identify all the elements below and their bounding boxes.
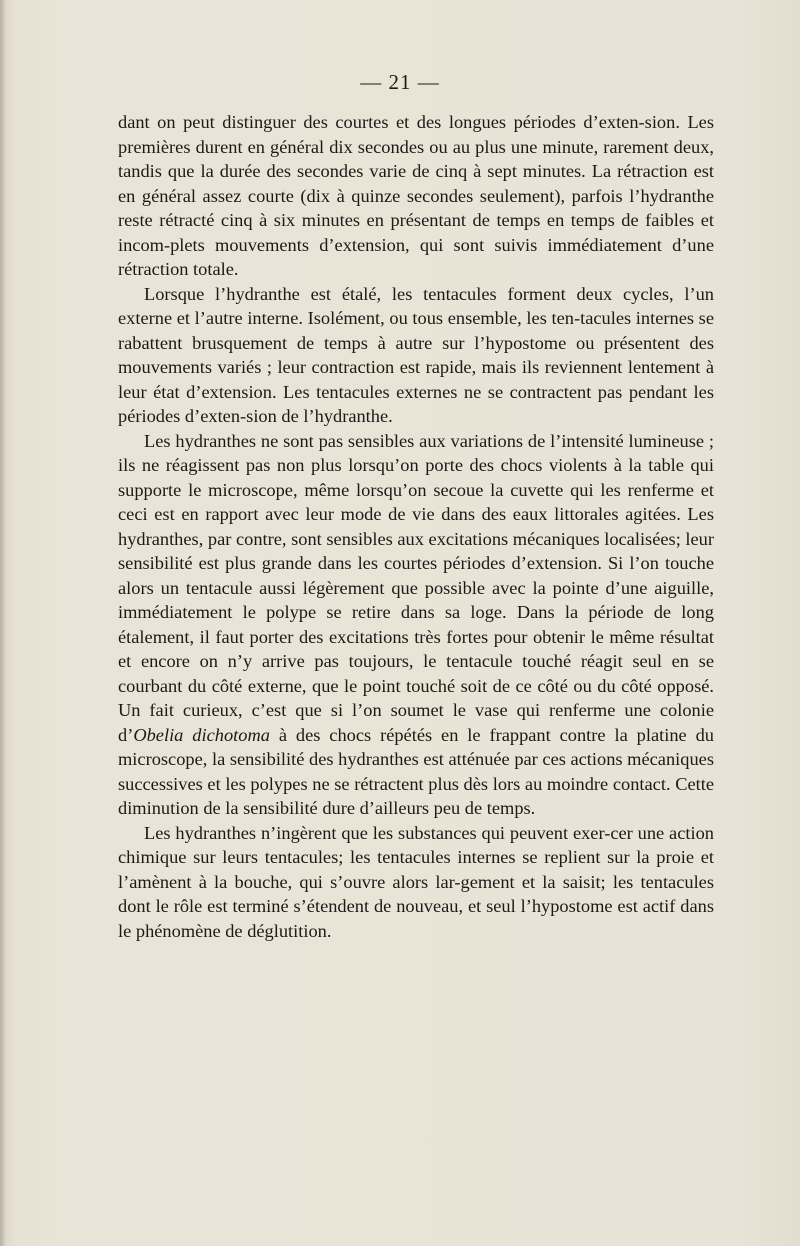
paragraph-1 [118,110,714,282]
paragraph-3-text-a: Les hydranthes ne sont pas sensibles aux variations de l’intensité lumineuse ; ils ne réagissent pas non plus lorsqu’on porte des chocs violents à la table qui supporte le microscope, même lorsqu’on secoue la cuvette qui les renferme et ceci est en rapport avec leur mode de vie dans des eaux littorales agitées. Les hydranthes, par contre, sont sensibles aux excitations mécaniques localisées; leur sensibilité est plus grande dans les courtes périodes d’extension. Si l’on touche alors un tentacule aussi légèrement que possible avec la pointe d’une aiguille, immédiatement le polype se retire dans sa loge. Dans la période de long étalement, il faut porter des excitations très fortes pour obtenir le même résultat et encore on n’y arrive pas toujours, le tentacule touché réagit seul en se courbant du côté externe, que le point touché soit de ce côté ou du côté opposé. Un fait curieux, c’est que si l’on soumet le vase qui renferme une colonie d’ [118,430,714,745]
paragraph-3-text-b: à des chocs répétés en le frappant contre la platine du microscope, la sensibilité des hydranthes est atténuée par ces actions mécaniques successives et les polypes ne se rétractent plus dès lors au moindre contact. Cette diminution de la sensibilité dure d’ailleurs peu de temps. [118,724,714,818]
species-name-italic: Obelia dichotoma [133,724,270,745]
body-text [118,110,714,943]
paragraph-4-text: Les hydranthes n’ingèrent que les substances qui peuvent exer-cer une action chimique sur leurs tentacules; les tentacules internes se replient sur la proie et l’amènent à la bouche, qui s’ouvre alors lar-gement et la saisit; les tentacules dont le rôle est terminé s’étendent de nouveau, et seul l’hypostome est actif dans le phénomène de déglutition. [118,822,714,941]
paragraph-2 [118,282,714,429]
paragraph-2-text: Lorsque l’hydranthe est étalé, les tentacules forment deux cycles, l’un externe et l’autre interne. Isolément, ou tous ensemble, les ten-tacules internes se rabattent brusquement de temps à autre sur l’hypostome ou présentent des mouvements variés ; leur contraction est rapide, mais ils reviennent lentement à leur état d’extension. Les tentacules externes ne se contractent pas pendant les périodes d’exten-sion de l’hydranthe. [118,283,714,426]
paragraph-4 [118,821,714,944]
paragraph-1-text: dant on peut distinguer des courtes et des longues périodes d’exten-sion. Les premières durent en général dix secondes ou au plus une minute, rarement deux, tandis que la durée des secondes varie de cinq à sept minutes. La rétraction est en général assez courte (dix à quinze secondes seulement), parfois l’hydranthe reste rétracté cinq à six minutes en présentant de temps en temps de faibles et incom-plets mouvements d’extension, qui sont suivis immédiatement d’une rétraction totale. [118,112,714,279]
page-number: — 21 — [360,70,440,94]
page-edge-shadow [0,0,6,1246]
paragraph-3 [118,429,714,821]
